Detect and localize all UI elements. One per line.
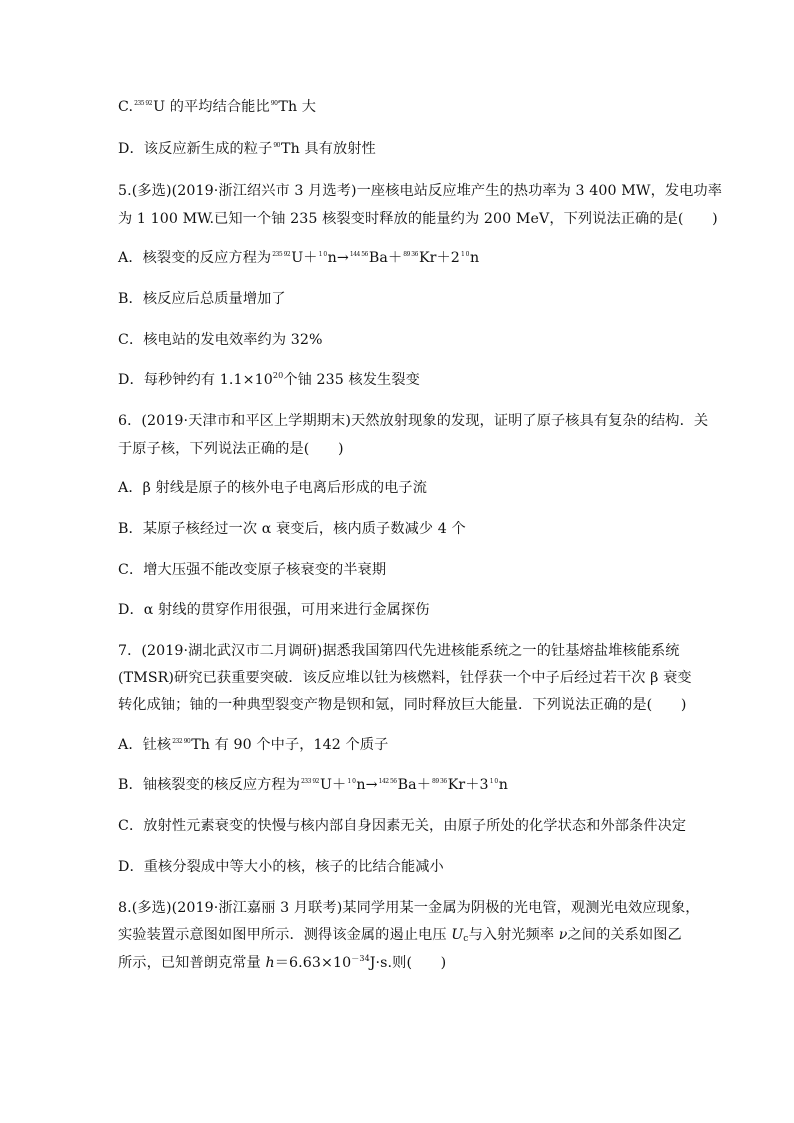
option-text: Ba＋: [397, 777, 431, 793]
isotope-index: 1 0: [318, 251, 327, 258]
option-text: B．铀核裂变的核反应方程为: [118, 777, 300, 793]
q7-option-a: [118, 734, 388, 754]
q5-option-d: [118, 369, 420, 389]
frequency-symbol: ν: [558, 927, 568, 943]
isotope-index: 90: [273, 142, 280, 149]
voltage-symbol: U: [451, 927, 464, 943]
option-text: n: [469, 250, 480, 266]
option-text: 个铀 235 核发生裂变: [283, 372, 420, 388]
option-text: n→: [327, 250, 349, 266]
option-text: D．该反应新生成的粒子: [118, 141, 273, 157]
isotope-index: 89 36: [403, 251, 418, 258]
planck-symbol: h: [265, 955, 275, 971]
stem-text: J·s.则( ): [369, 955, 447, 971]
q5-stem-line-2: 为 1 100 MW.已知一个铀 235 核裂变时释放的能量约为 200 MeV，下列说法正确的是( ): [118, 211, 718, 227]
option-text: Kr＋2: [418, 250, 460, 266]
option-text: A．核裂变的反应方程为: [118, 250, 272, 266]
isotope-index: 1 0: [460, 251, 469, 258]
q6-option-a: A．β 射线是原子的核外电子电离后形成的电子流: [118, 480, 428, 496]
q7-stem-line-3: 转化成铀；铀的一种典型裂变产物是钡和氪，同时释放巨大能量．下列说法正确的是( ): [118, 697, 687, 713]
q7-stem-line-2: (TMSR)研究已获重要突破．该反应堆以钍为核燃料，钍俘获一个中子后经过若干次 β 衰变: [118, 670, 692, 686]
q7-option-b: [118, 774, 508, 794]
q5-option-b: B．核反应后总质量增加了: [118, 291, 286, 307]
option-text: U 的平均结合能比: [153, 99, 270, 115]
option-text: Ba＋: [368, 250, 403, 266]
isotope-index: 142 56: [378, 778, 397, 785]
exponent: －34: [351, 954, 370, 963]
option-text: Th 有 90 个中子，142 个质子: [191, 737, 389, 753]
isotope-index: 144 56: [349, 251, 368, 258]
isotope-index: 90: [270, 100, 278, 107]
stem-text: 之间的关系如图乙: [567, 927, 682, 943]
q5-option-c: C．核电站的发电效率约为 32%: [118, 332, 323, 348]
isotope-index: 235 92: [134, 100, 153, 107]
option-text: A．钍核: [118, 737, 172, 753]
option-text: Th 大: [278, 99, 317, 115]
q7-option-d: D．重核分裂成中等大小的核，核子的比结合能减小: [118, 859, 444, 875]
q5-option-a: [118, 247, 479, 267]
option-text: U＋: [291, 250, 318, 266]
stem-text: 实验装置示意图如图甲所示．测得该金属的遏止电压: [118, 927, 452, 943]
option-label: C.: [118, 99, 134, 115]
isotope-index: 233 92: [300, 778, 319, 785]
option-text: Th 具有放射性: [281, 141, 376, 157]
q7-option-c: C．放射性元素衰变的快慢与核内部自身因素无关，由原子所处的化学状态和外部条件决定: [118, 818, 687, 834]
isotope-index: 235 92: [272, 251, 291, 258]
q6-option-c: C．增大压强不能改变原子核衰变的半衰期: [118, 562, 387, 578]
subscript: c: [463, 934, 469, 944]
stem-text: 所示，已知普朗克常量: [118, 955, 266, 971]
option-text: n→: [356, 777, 378, 793]
q6-stem-line-2: 于原子核，下列说法正确的是( ): [118, 441, 344, 457]
q8-stem-line-3: [118, 952, 446, 972]
option-text: U＋: [319, 777, 347, 793]
q4-option-c: [118, 96, 316, 116]
isotope-index: 232 90: [172, 738, 191, 745]
option-text: n: [498, 777, 508, 793]
q8-stem-line-1: 8.(多选)(2019·浙江嘉丽 3 月联考)某同学用某一金属为阴极的光电管，观测光电效应现象，: [118, 900, 700, 916]
option-text: D．每秒钟约有 1.1×10: [118, 372, 273, 388]
q8-stem-line-2: [118, 924, 682, 944]
stem-text: 与入射光频率: [468, 927, 559, 943]
isotope-index: 1 0: [489, 778, 498, 785]
exponent: 20: [272, 371, 284, 380]
isotope-index: 89 36: [432, 778, 447, 785]
q6-stem-line-1: 6．(2019·天津市和平区上学期期末)天然放射现象的发现，证明了原子核具有复杂的结构．关: [118, 413, 709, 429]
q4-option-d: [118, 138, 376, 158]
q5-stem-line-1: 5.(多选)(2019·浙江绍兴市 3 月选考)一座核电站反应堆产生的热功率为 3 400 MW，发电功率: [118, 183, 723, 199]
q6-option-b: B．某原子核经过一次 α 衰变后，核内质子数减少 4 个: [118, 521, 466, 537]
isotope-index: 1 0: [347, 778, 356, 785]
stem-text: ＝6.63×10: [274, 955, 352, 971]
q6-option-d: D．α 射线的贯穿作用很强，可用来进行金属探伤: [118, 602, 430, 618]
q7-stem-line-1: 7．(2019·湖北武汉市二月调研)据悉我国第四代先进核能系统之一的钍基熔盐堆核能系统: [118, 643, 680, 659]
option-text: Kr＋3: [447, 777, 489, 793]
